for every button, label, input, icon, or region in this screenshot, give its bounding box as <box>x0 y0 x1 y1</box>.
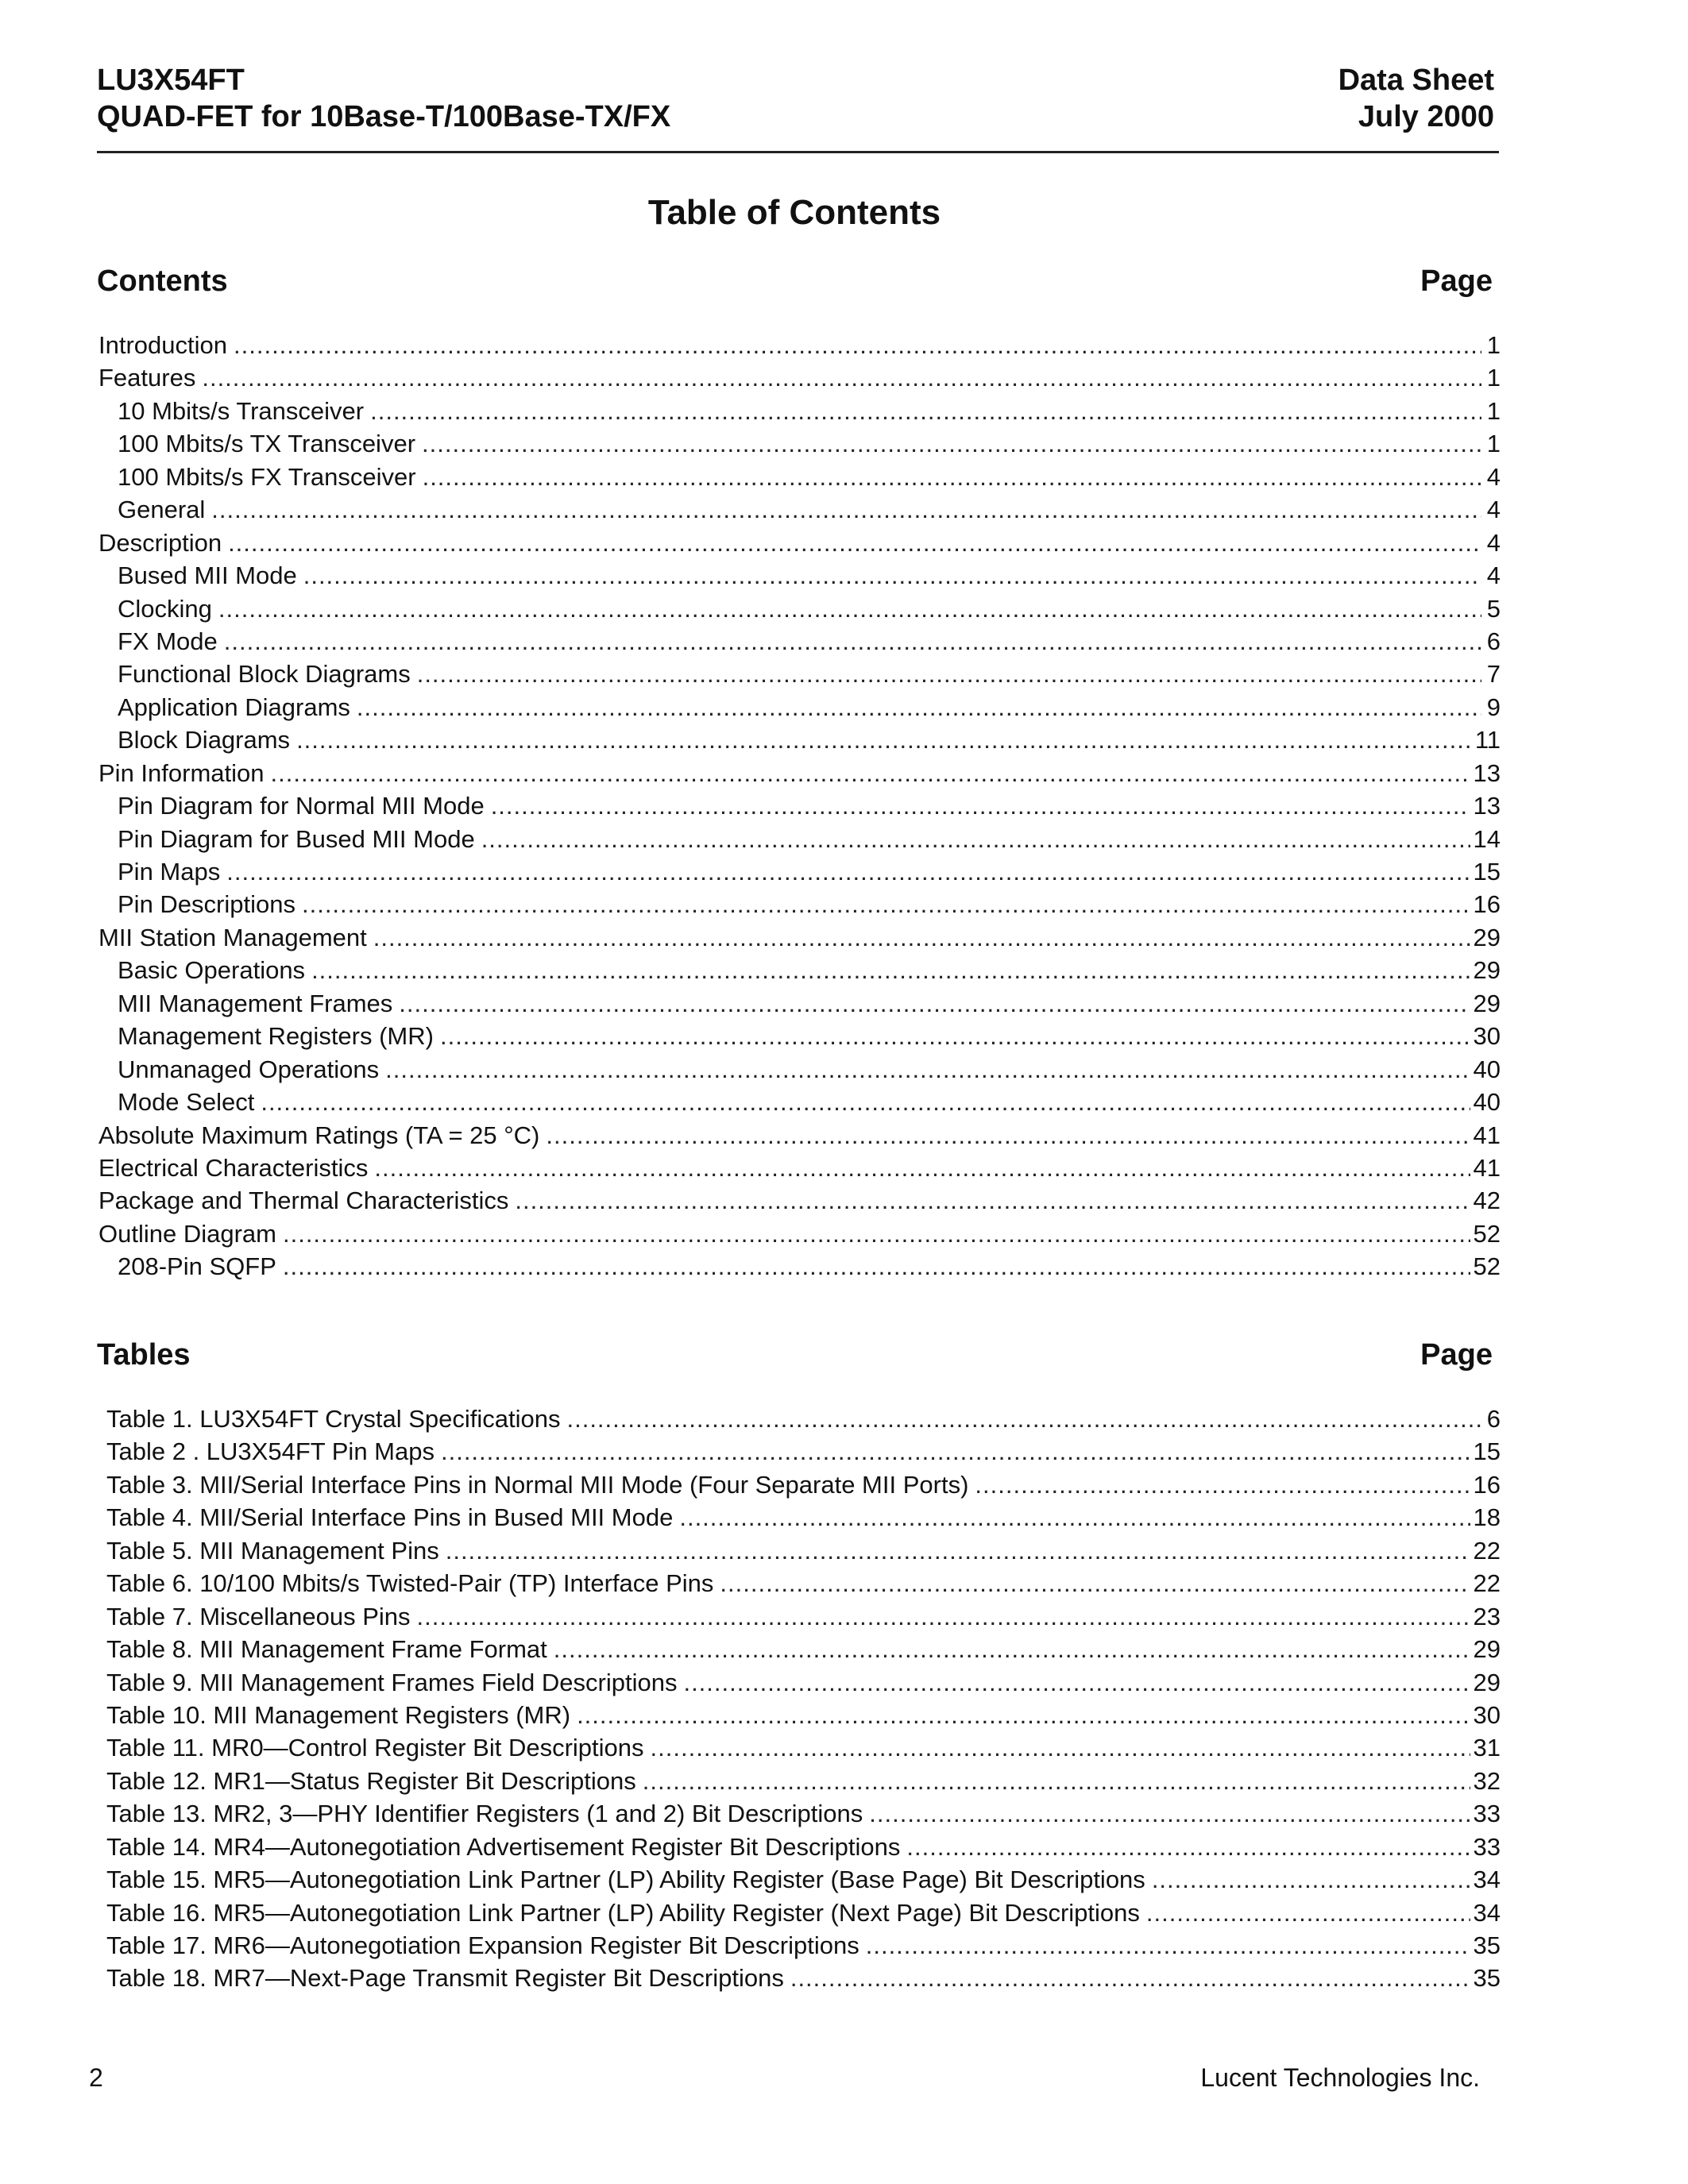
page-number: 2 <box>89 2063 103 2092</box>
company-name: Lucent Technologies Inc. <box>1200 2063 1480 2092</box>
doc-type: Data Sheet <box>1338 64 1494 97</box>
table-entry[interactable]: Table 7. Miscellaneous Pins ..... 23 <box>106 1600 1501 1633</box>
toc-entry[interactable]: Clocking ..... 5 <box>98 592 1501 625</box>
table-entry[interactable]: Table 16. MR5—Autonegotiation Link Partner (LP) Ability Register (Next Page) Bit Descriptions ..... 34 <box>106 1897 1501 1929</box>
contents-page-heading: Page <box>1420 264 1493 298</box>
table-entry[interactable]: Table 15. MR5—Autonegotiation Link Partner (LP) Ability Register (Base Page) Bit Descriptions ..... 34 <box>106 1863 1501 1896</box>
toc-entry[interactable]: Features ..... 1 <box>98 361 1501 394</box>
toc-entry[interactable]: Pin Diagram for Normal MII Mode ..... 13 <box>98 789 1501 822</box>
tables-list <box>106 1403 1501 1995</box>
table-entry[interactable]: Table 18. MR7—Next-Page Transmit Register Bit Descriptions ..... 35 <box>106 1962 1501 1994</box>
toc-entry[interactable]: Block Diagrams ..... 11 <box>98 723 1501 756</box>
table-entry[interactable]: Table 5. MII Management Pins ..... 22 <box>106 1534 1501 1567</box>
toc-entry[interactable]: Basic Operations ..... 29 <box>98 954 1501 986</box>
toc-entry[interactable]: 10 Mbits/s Transceiver ..... 1 <box>98 395 1501 427</box>
toc-entry[interactable]: Pin Descriptions ..... 16 <box>98 888 1501 920</box>
table-entry[interactable]: Table 13. MR2, 3—PHY Identifier Registers (1 and 2) Bit Descriptions ..... 33 <box>106 1797 1501 1830</box>
toc-entry[interactable]: Mode Select ..... 40 <box>98 1086 1501 1118</box>
table-entry[interactable]: Table 2 . LU3X54FT Pin Maps ..... 15 <box>106 1435 1501 1468</box>
table-entry[interactable]: Table 14. MR4—Autonegotiation Advertisement Register Bit Descriptions ..... 33 <box>106 1831 1501 1863</box>
toc-entry[interactable]: Package and Thermal Characteristics ..... 42 <box>98 1184 1501 1217</box>
header-left <box>97 62 670 135</box>
table-entry[interactable]: Table 9. MII Management Frames Field Descriptions ..... 29 <box>106 1666 1501 1699</box>
page-header <box>97 62 1499 153</box>
toc-entry[interactable]: Introduction ..... 1 <box>98 329 1501 361</box>
tables-heading: Tables <box>97 1338 191 1372</box>
toc-entry[interactable]: Application Diagrams ..... 9 <box>98 691 1501 723</box>
toc-entry[interactable]: FX Mode ..... 6 <box>98 625 1501 658</box>
table-entry[interactable]: Table 12. MR1—Status Register Bit Descriptions ..... 32 <box>106 1765 1501 1797</box>
toc-entry[interactable]: General ..... 4 <box>98 493 1501 526</box>
page-footer <box>89 2060 1480 2095</box>
contents-list <box>98 329 1501 1283</box>
table-entry[interactable]: Table 4. MII/Serial Interface Pins in Bused MII Mode ..... 18 <box>106 1501 1501 1534</box>
doc-date: July 2000 <box>1358 100 1494 133</box>
toc-entry[interactable]: MII Management Frames ..... 29 <box>98 987 1501 1020</box>
toc-entry[interactable]: 208-Pin SQFP ..... 52 <box>98 1250 1501 1283</box>
toc-entry[interactable]: Pin Information ..... 13 <box>98 757 1501 789</box>
table-entry[interactable]: Table 6. 10/100 Mbits/s Twisted-Pair (TP) Interface Pins ..... 22 <box>106 1567 1501 1599</box>
toc-entry[interactable]: Electrical Characteristics ..... 41 <box>98 1152 1501 1184</box>
product-subtitle: QUAD-FET for 10Base-T/100Base-TX/FX <box>97 100 671 133</box>
table-entry[interactable]: Table 8. MII Management Frame Format ..... 29 <box>106 1633 1501 1665</box>
toc-entry[interactable]: Functional Block Diagrams ..... 7 <box>98 658 1501 690</box>
table-entry[interactable]: Table 3. MII/Serial Interface Pins in Normal MII Mode (Four Separate MII Ports) ..... 16 <box>106 1468 1501 1501</box>
table-entry[interactable]: Table 10. MII Management Registers (MR) ..... 30 <box>106 1699 1501 1731</box>
toc-entry[interactable]: Unmanaged Operations ..... 40 <box>98 1053 1501 1086</box>
toc-entry[interactable]: Pin Maps ..... 15 <box>98 855 1501 888</box>
header-right <box>1338 62 1494 135</box>
contents-heading: Contents <box>97 264 228 298</box>
toc-entry[interactable]: Outline Diagram ..... 52 <box>98 1217 1501 1250</box>
product-name: LU3X54FT <box>97 64 245 97</box>
table-entry[interactable]: Table 1. LU3X54FT Crystal Specifications ..... 6 <box>106 1403 1501 1435</box>
contents-heading-row <box>97 260 1499 302</box>
toc-entry[interactable]: Description ..... 4 <box>98 527 1501 559</box>
toc-entry[interactable]: 100 Mbits/s FX Transceiver ..... 4 <box>98 461 1501 493</box>
toc-entry[interactable]: 100 Mbits/s TX Transceiver ..... 1 <box>98 427 1501 460</box>
toc-entry[interactable]: Pin Diagram for Bused MII Mode ..... 14 <box>98 823 1501 855</box>
tables-page-heading: Page <box>1420 1338 1493 1372</box>
page-title: Table of Contents <box>647 193 941 232</box>
tables-heading-row <box>97 1334 1499 1376</box>
toc-entry[interactable]: Management Registers (MR) ..... 30 <box>98 1020 1501 1052</box>
table-entry[interactable]: Table 17. MR6—Autonegotiation Expansion Register Bit Descriptions ..... 35 <box>106 1929 1501 1962</box>
toc-entry[interactable]: Bused MII Mode ..... 4 <box>98 559 1501 592</box>
table-entry[interactable]: Table 11. MR0—Control Register Bit Descriptions ..... 31 <box>106 1731 1501 1764</box>
toc-entry[interactable]: MII Station Management ..... 29 <box>98 921 1501 954</box>
toc-entry[interactable]: Absolute Maximum Ratings (TA = 25 °C) ..... 41 <box>98 1119 1501 1152</box>
